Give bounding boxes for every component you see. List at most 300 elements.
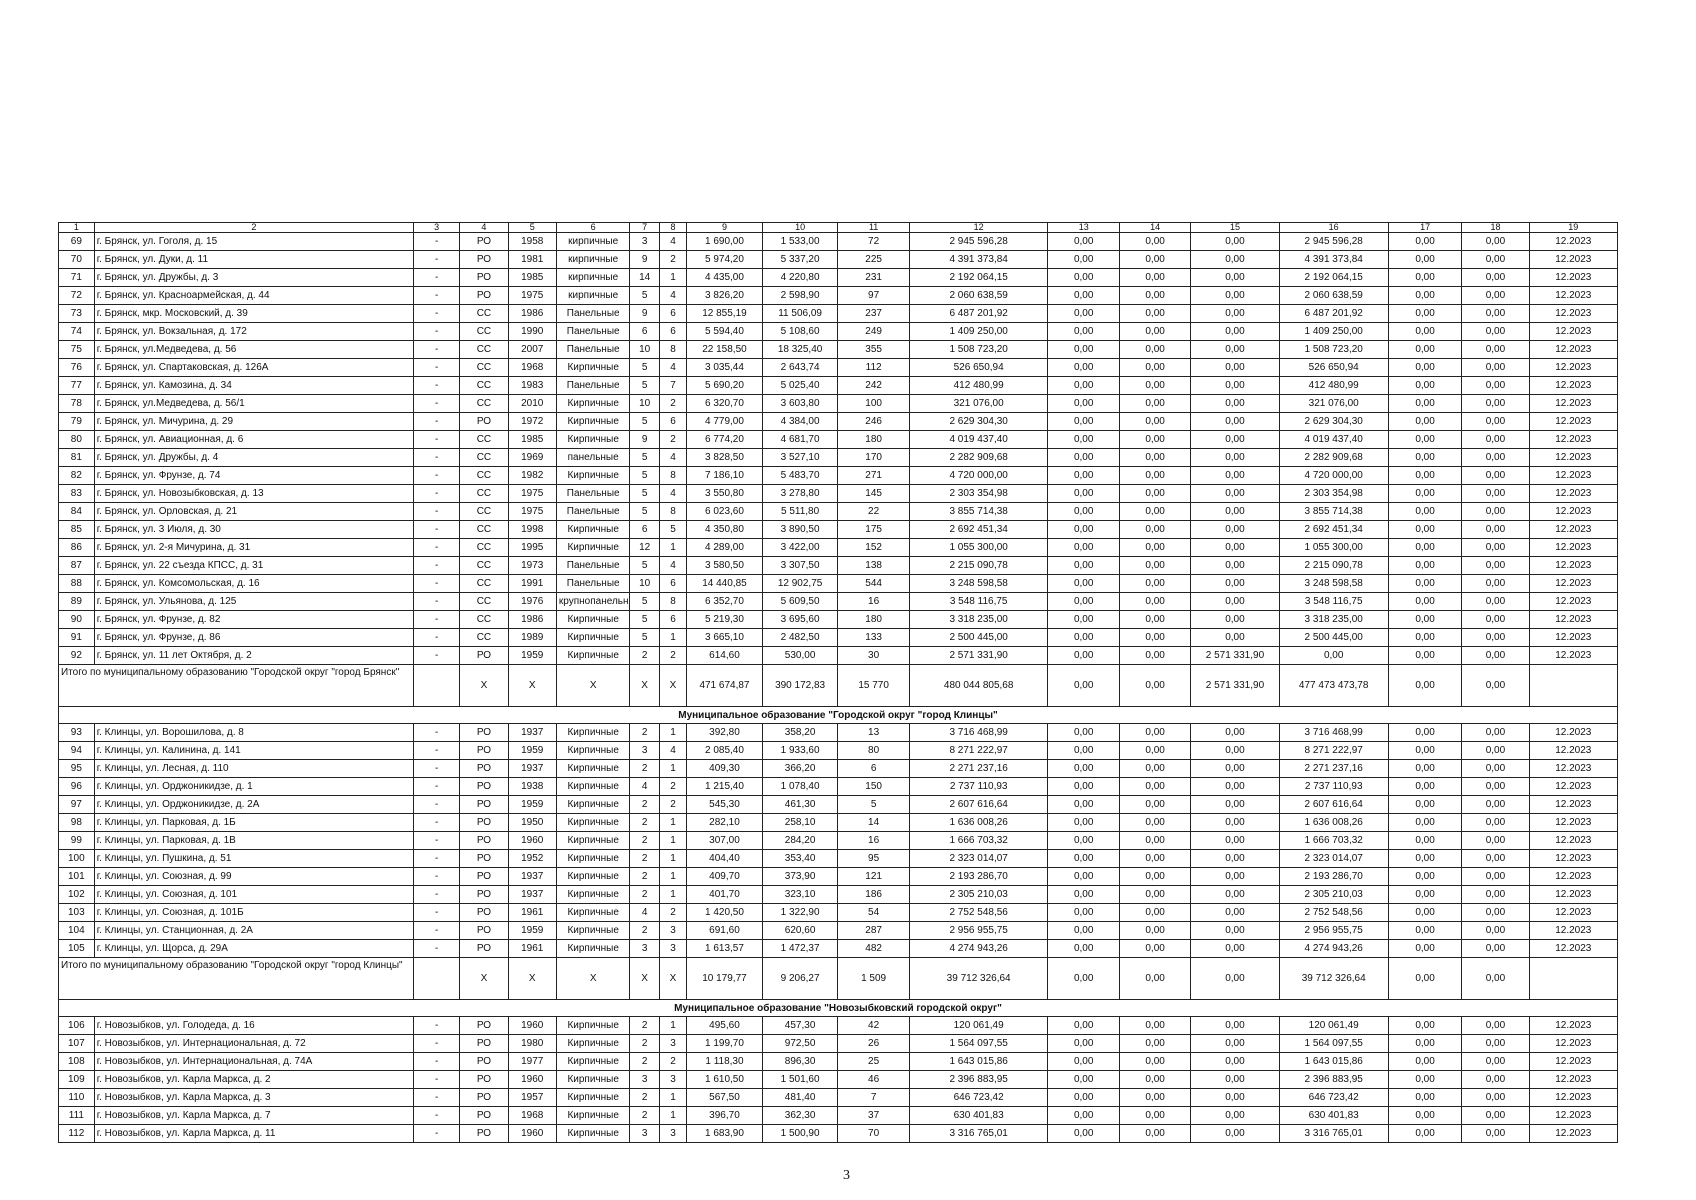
table-cell: 107 bbox=[59, 1035, 95, 1053]
table-cell: 0,00 bbox=[1388, 503, 1462, 521]
table-cell: 412 480,99 bbox=[909, 377, 1048, 395]
table-cell: 96 bbox=[59, 778, 95, 796]
table-cell: 0,00 bbox=[1119, 413, 1190, 431]
table-cell: 0,00 bbox=[1388, 305, 1462, 323]
table-cell: 249 bbox=[838, 323, 909, 341]
table-cell: 4 720 000,00 bbox=[1279, 467, 1388, 485]
table-cell: 0,00 bbox=[1119, 377, 1190, 395]
table-row bbox=[59, 485, 1618, 503]
total-cell: 0,00 bbox=[1388, 958, 1462, 1000]
table-cell: 95 bbox=[838, 850, 909, 868]
table-cell: 481,40 bbox=[762, 1089, 838, 1107]
table-cell: 2 bbox=[659, 1053, 686, 1071]
table-row bbox=[59, 940, 1618, 958]
table-cell: Кирпичные bbox=[556, 850, 630, 868]
table-cell: 94 bbox=[59, 742, 95, 760]
table-cell: Кирпичные bbox=[556, 395, 630, 413]
table-cell: 0,00 bbox=[1048, 467, 1119, 485]
table-cell: 69 bbox=[59, 233, 95, 251]
table-cell: 12.2023 bbox=[1529, 449, 1617, 467]
table-cell: 284,20 bbox=[762, 832, 838, 850]
table-cell: г. Брянск, ул. 2-я Мичурина, д. 31 bbox=[94, 539, 413, 557]
table-cell: 0,00 bbox=[1119, 904, 1190, 922]
table-cell: 1960 bbox=[508, 1125, 556, 1143]
table-cell: 5 bbox=[630, 467, 659, 485]
table-cell: - bbox=[414, 832, 460, 850]
table-cell: 1952 bbox=[508, 850, 556, 868]
table-cell: 0,00 bbox=[1191, 575, 1279, 593]
table-cell: 0,00 bbox=[1191, 1089, 1279, 1107]
table-cell: 0,00 bbox=[1048, 431, 1119, 449]
table-cell: 401,70 bbox=[687, 886, 763, 904]
table-cell: 0,00 bbox=[1119, 467, 1190, 485]
table-cell: 526 650,94 bbox=[909, 359, 1048, 377]
table-cell: 120 061,49 bbox=[909, 1017, 1048, 1035]
table-cell: 0,00 bbox=[1388, 647, 1462, 665]
table-cell: 362,30 bbox=[762, 1107, 838, 1125]
total-cell: X bbox=[556, 958, 630, 1000]
table-cell: 0,00 bbox=[1048, 832, 1119, 850]
table-cell: РО bbox=[460, 778, 508, 796]
table-cell: 1937 bbox=[508, 760, 556, 778]
table-cell: 12.2023 bbox=[1529, 629, 1617, 647]
table-cell: 0,00 bbox=[1191, 395, 1279, 413]
table-cell: РО bbox=[460, 832, 508, 850]
table-cell: 1986 bbox=[508, 305, 556, 323]
table-cell: 2 643,74 bbox=[762, 359, 838, 377]
table-cell: 0,00 bbox=[1119, 575, 1190, 593]
table-cell: 5 bbox=[838, 796, 909, 814]
table-cell: г. Брянск, ул. 3 Июля, д. 30 bbox=[94, 521, 413, 539]
table-cell: 321 076,00 bbox=[909, 395, 1048, 413]
table-cell: г. Брянск, ул. Фрунзе, д. 86 bbox=[94, 629, 413, 647]
table-cell: 1985 bbox=[508, 269, 556, 287]
table-cell: 0,00 bbox=[1048, 1035, 1119, 1053]
table-cell: 4 779,00 bbox=[687, 413, 763, 431]
table-cell: РО bbox=[460, 1017, 508, 1035]
table-cell: - bbox=[414, 868, 460, 886]
table-cell: 3 bbox=[659, 1035, 686, 1053]
table-cell: г. Новозыбков, ул. Интернациональная, д. 72 bbox=[94, 1035, 413, 1053]
table-cell: РО bbox=[460, 1053, 508, 1071]
table-cell: 0,00 bbox=[1191, 287, 1279, 305]
table-cell: 0,00 bbox=[1048, 1125, 1119, 1143]
table-cell: 8 271 222,97 bbox=[909, 742, 1048, 760]
table-row bbox=[59, 778, 1618, 796]
table-cell: 0,00 bbox=[1048, 850, 1119, 868]
table-cell: 0,00 bbox=[1048, 1071, 1119, 1089]
table-cell: 0,00 bbox=[1119, 503, 1190, 521]
table-cell: 0,00 bbox=[1462, 1089, 1529, 1107]
table-cell: 108 bbox=[59, 1053, 95, 1071]
table-cell: 109 bbox=[59, 1071, 95, 1089]
table-cell: 0,00 bbox=[1462, 814, 1529, 832]
table-row bbox=[59, 724, 1618, 742]
table-cell: 0,00 bbox=[1119, 940, 1190, 958]
table-cell: г. Клинцы, ул. Лесная, д. 110 bbox=[94, 760, 413, 778]
table-cell: 358,20 bbox=[762, 724, 838, 742]
table-cell: 409,30 bbox=[687, 760, 763, 778]
table-cell: г. Брянск, ул. Красноармейская, д. 44 bbox=[94, 287, 413, 305]
table-cell: - bbox=[414, 485, 460, 503]
table-cell: 1 322,90 bbox=[762, 904, 838, 922]
table-cell: 1 508 723,20 bbox=[1279, 341, 1388, 359]
table-cell: 3 316 765,01 bbox=[909, 1125, 1048, 1143]
table-cell: г. Новозыбков, ул. Голодеда, д. 16 bbox=[94, 1017, 413, 1035]
table-cell: 1 bbox=[659, 629, 686, 647]
table-cell: 77 bbox=[59, 377, 95, 395]
table-cell: Панельные bbox=[556, 323, 630, 341]
table-cell: 461,30 bbox=[762, 796, 838, 814]
table-cell: 106 bbox=[59, 1017, 95, 1035]
table-cell: 10 bbox=[630, 395, 659, 413]
table-cell: 545,30 bbox=[687, 796, 763, 814]
table-cell: 0,00 bbox=[1048, 593, 1119, 611]
table-cell: 5 bbox=[630, 287, 659, 305]
table-cell: 5 025,40 bbox=[762, 377, 838, 395]
table-cell: 9 bbox=[630, 431, 659, 449]
table-cell: 1960 bbox=[508, 832, 556, 850]
table-cell: 3 bbox=[659, 922, 686, 940]
table-cell: 8 271 222,97 bbox=[1279, 742, 1388, 760]
table-cell: 1 420,50 bbox=[687, 904, 763, 922]
table-cell: Кирпичные bbox=[556, 359, 630, 377]
table-cell: г. Новозыбков, ул. Карла Маркса, д. 11 bbox=[94, 1125, 413, 1143]
table-cell: 4 220,80 bbox=[762, 269, 838, 287]
table-cell: 12.2023 bbox=[1529, 485, 1617, 503]
table-cell: 1 409 250,00 bbox=[1279, 323, 1388, 341]
column-number: 13 bbox=[1048, 223, 1119, 233]
table-cell: 3 318 235,00 bbox=[1279, 611, 1388, 629]
table-cell: 1 690,00 bbox=[687, 233, 763, 251]
table-cell: 0,00 bbox=[1119, 868, 1190, 886]
table-cell: 6 bbox=[659, 611, 686, 629]
table-cell: 0,00 bbox=[1462, 940, 1529, 958]
table-row bbox=[59, 539, 1618, 557]
table-cell: - bbox=[414, 467, 460, 485]
table-row bbox=[59, 1107, 1618, 1125]
table-cell: 12.2023 bbox=[1529, 868, 1617, 886]
total-cell: 39 712 326,64 bbox=[1279, 958, 1388, 1000]
table-row bbox=[59, 377, 1618, 395]
table-cell: 8 bbox=[659, 467, 686, 485]
table-cell: 0,00 bbox=[1119, 485, 1190, 503]
table-cell: - bbox=[414, 593, 460, 611]
table-cell: 0,00 bbox=[1462, 778, 1529, 796]
table-cell: г. Клинцы, ул. Союзная, д. 99 bbox=[94, 868, 413, 886]
table-cell: - bbox=[414, 1071, 460, 1089]
table-cell: 82 bbox=[59, 467, 95, 485]
table-cell: Кирпичные bbox=[556, 413, 630, 431]
table-cell: г. Брянск, ул. Фрунзе, д. 74 bbox=[94, 467, 413, 485]
table-cell: СС bbox=[460, 395, 508, 413]
table-cell: 12 bbox=[630, 539, 659, 557]
table-cell: РО bbox=[460, 868, 508, 886]
table-cell: 2 bbox=[630, 724, 659, 742]
table-cell: 0,00 bbox=[1388, 539, 1462, 557]
table-cell: 3 307,50 bbox=[762, 557, 838, 575]
table-row bbox=[59, 832, 1618, 850]
table-cell: 0,00 bbox=[1191, 413, 1279, 431]
table-cell: 1980 bbox=[508, 1035, 556, 1053]
table-cell: 1973 bbox=[508, 557, 556, 575]
table-cell: г. Клинцы, ул. Парковая, д. 1Б bbox=[94, 814, 413, 832]
table-cell: 0,00 bbox=[1388, 742, 1462, 760]
total-cell: X bbox=[630, 958, 659, 1000]
table-cell: г. Брянск, ул. Вокзальная, д. 172 bbox=[94, 323, 413, 341]
table-cell: Кирпичные bbox=[556, 1053, 630, 1071]
table-cell: 83 bbox=[59, 485, 95, 503]
table-cell: 5 bbox=[630, 413, 659, 431]
table-cell: 1 636 008,26 bbox=[909, 814, 1048, 832]
column-number: 10 bbox=[762, 223, 838, 233]
total-cell: X bbox=[630, 665, 659, 707]
table-cell: 0,00 bbox=[1119, 287, 1190, 305]
table-cell: г. Клинцы, ул. Союзная, д. 101Б bbox=[94, 904, 413, 922]
table-cell: 4 019 437,40 bbox=[1279, 431, 1388, 449]
table-cell: Кирпичные bbox=[556, 904, 630, 922]
table-cell: 102 bbox=[59, 886, 95, 904]
table-cell: 323,10 bbox=[762, 886, 838, 904]
table-cell: 0,00 bbox=[1462, 413, 1529, 431]
table-cell: 12.2023 bbox=[1529, 323, 1617, 341]
table-cell: - bbox=[414, 521, 460, 539]
table-cell: 4 391 373,84 bbox=[1279, 251, 1388, 269]
table-cell: 231 bbox=[838, 269, 909, 287]
table-cell: 0,00 bbox=[1462, 629, 1529, 647]
table-cell: - bbox=[414, 395, 460, 413]
table-cell: 0,00 bbox=[1119, 850, 1190, 868]
table-cell: 1 666 703,32 bbox=[909, 832, 1048, 850]
table-cell: г. Клинцы, ул. Пушкина, д. 51 bbox=[94, 850, 413, 868]
table-cell: г. Брянск, ул. Фрунзе, д. 82 bbox=[94, 611, 413, 629]
table-cell: 1998 bbox=[508, 521, 556, 539]
table-cell: 0,00 bbox=[1048, 251, 1119, 269]
table-cell: 5 974,20 bbox=[687, 251, 763, 269]
table-row bbox=[59, 269, 1618, 287]
table-cell: 0,00 bbox=[1048, 1053, 1119, 1071]
table-row bbox=[59, 305, 1618, 323]
table-row bbox=[59, 557, 1618, 575]
table-cell: 10 bbox=[630, 341, 659, 359]
table-cell: 70 bbox=[838, 1125, 909, 1143]
table-cell: 1 bbox=[659, 868, 686, 886]
table-cell: 2 192 064,15 bbox=[1279, 269, 1388, 287]
table-row bbox=[59, 850, 1618, 868]
table-cell: 12.2023 bbox=[1529, 593, 1617, 611]
table-cell: г. Брянск, ул. Комсомольская, д. 16 bbox=[94, 575, 413, 593]
table-cell: 12.2023 bbox=[1529, 359, 1617, 377]
table-cell: 0,00 bbox=[1191, 1125, 1279, 1143]
table-cell: 237 bbox=[838, 305, 909, 323]
table-cell: 0,00 bbox=[1462, 647, 1529, 665]
table-cell: 0,00 bbox=[1048, 377, 1119, 395]
table-cell: г. Брянск, ул. 11 лет Октября, д. 2 bbox=[94, 647, 413, 665]
table-cell: 3 548 116,75 bbox=[909, 593, 1048, 611]
table-cell: 12.2023 bbox=[1529, 575, 1617, 593]
table-cell: 0,00 bbox=[1119, 359, 1190, 377]
table-cell: 3 665,10 bbox=[687, 629, 763, 647]
table-cell: 71 bbox=[59, 269, 95, 287]
table-cell: 4 bbox=[659, 557, 686, 575]
table-cell: 2 bbox=[659, 904, 686, 922]
table-cell: 2 bbox=[630, 1089, 659, 1107]
table-cell: 3 890,50 bbox=[762, 521, 838, 539]
table-cell: г. Брянск, ул.Медведева, д. 56 bbox=[94, 341, 413, 359]
table-cell: Кирпичные bbox=[556, 1107, 630, 1125]
total-label: Итого по муниципальному образованию "Городской округ "город Клинцы" bbox=[59, 958, 414, 1000]
table-cell: - bbox=[414, 269, 460, 287]
table-cell: РО bbox=[460, 647, 508, 665]
table-cell: 1975 bbox=[508, 287, 556, 305]
column-number: 14 bbox=[1119, 223, 1190, 233]
table-cell: СС bbox=[460, 305, 508, 323]
table-cell: РО bbox=[460, 904, 508, 922]
table-cell: 0,00 bbox=[1048, 796, 1119, 814]
table-cell: 3 580,50 bbox=[687, 557, 763, 575]
table-cell: 1 bbox=[659, 539, 686, 557]
table-cell: г. Клинцы, ул. Щорса, д. 29А bbox=[94, 940, 413, 958]
table-cell: 0,00 bbox=[1388, 868, 1462, 886]
column-number: 11 bbox=[838, 223, 909, 233]
table-cell: 3 826,20 bbox=[687, 287, 763, 305]
table-cell: - bbox=[414, 1125, 460, 1143]
table-cell: 16 bbox=[838, 593, 909, 611]
table-cell: 4 bbox=[659, 359, 686, 377]
table-cell: СС bbox=[460, 629, 508, 647]
table-cell: 186 bbox=[838, 886, 909, 904]
table-cell: 2 bbox=[659, 647, 686, 665]
table-cell: 1 bbox=[659, 724, 686, 742]
table-row bbox=[59, 467, 1618, 485]
table-cell: 5 690,20 bbox=[687, 377, 763, 395]
table-cell: 1 bbox=[659, 886, 686, 904]
table-cell: 0,00 bbox=[1388, 724, 1462, 742]
table-cell: 0,00 bbox=[1191, 778, 1279, 796]
column-number: 6 bbox=[556, 223, 630, 233]
table-cell: Кирпичные bbox=[556, 724, 630, 742]
table-cell: СС bbox=[460, 503, 508, 521]
table-row bbox=[59, 503, 1618, 521]
table-cell: 0,00 bbox=[1048, 287, 1119, 305]
table-cell: 0,00 bbox=[1119, 1035, 1190, 1053]
table-cell: 12.2023 bbox=[1529, 796, 1617, 814]
table-cell: 0,00 bbox=[1462, 431, 1529, 449]
table-cell: 0,00 bbox=[1048, 233, 1119, 251]
table-cell: 12.2023 bbox=[1529, 395, 1617, 413]
table-cell: - bbox=[414, 796, 460, 814]
table-cell: 12.2023 bbox=[1529, 1035, 1617, 1053]
table-cell: 0,00 bbox=[1388, 575, 1462, 593]
table-cell: 0,00 bbox=[1119, 305, 1190, 323]
table-row bbox=[59, 449, 1618, 467]
table-row bbox=[59, 742, 1618, 760]
table-cell: 0,00 bbox=[1462, 377, 1529, 395]
table-cell: 0,00 bbox=[1191, 251, 1279, 269]
table-cell: 4 bbox=[659, 449, 686, 467]
table-cell: 0,00 bbox=[1191, 796, 1279, 814]
table-row bbox=[59, 1089, 1618, 1107]
table-cell: 225 bbox=[838, 251, 909, 269]
table-cell: 6 320,70 bbox=[687, 395, 763, 413]
table-cell: 1 933,60 bbox=[762, 742, 838, 760]
table-cell: 112 bbox=[838, 359, 909, 377]
table-cell: 0,00 bbox=[1388, 485, 1462, 503]
table-cell: 0,00 bbox=[1388, 629, 1462, 647]
table-cell: 0,00 bbox=[1462, 521, 1529, 539]
table-cell: 271 bbox=[838, 467, 909, 485]
table-cell: РО bbox=[460, 251, 508, 269]
total-cell bbox=[414, 665, 460, 707]
table-cell: РО bbox=[460, 1107, 508, 1125]
table-cell: 2 bbox=[659, 431, 686, 449]
table-cell: 12.2023 bbox=[1529, 647, 1617, 665]
table-cell: 2 305 210,03 bbox=[909, 886, 1048, 904]
table-cell: 4 350,80 bbox=[687, 521, 763, 539]
table-cell: 2 282 909,68 bbox=[1279, 449, 1388, 467]
table-cell: 0,00 bbox=[1048, 814, 1119, 832]
total-row bbox=[59, 958, 1618, 1000]
column-number: 8 bbox=[659, 223, 686, 233]
table-cell: 1 bbox=[659, 1017, 686, 1035]
table-cell: СС bbox=[460, 485, 508, 503]
table-cell: г. Брянск, ул. Дружбы, д. 3 bbox=[94, 269, 413, 287]
table-cell: 2 271 237,16 bbox=[1279, 760, 1388, 778]
table-cell: 1 666 703,32 bbox=[1279, 832, 1388, 850]
table-cell: 0,00 bbox=[1388, 557, 1462, 575]
table-cell: РО bbox=[460, 814, 508, 832]
table-cell: Кирпичные bbox=[556, 467, 630, 485]
housing-repair-table bbox=[58, 222, 1618, 1143]
table-cell: 13 bbox=[838, 724, 909, 742]
table-cell: 1 055 300,00 bbox=[1279, 539, 1388, 557]
table-cell: 2 956 955,75 bbox=[909, 922, 1048, 940]
table-cell: 8 bbox=[659, 341, 686, 359]
total-cell: X bbox=[508, 958, 556, 1000]
table-cell: 0,00 bbox=[1048, 904, 1119, 922]
table-cell: 2 323 014,07 bbox=[1279, 850, 1388, 868]
table-cell: 0,00 bbox=[1119, 449, 1190, 467]
table-cell: 12 902,75 bbox=[762, 575, 838, 593]
table-cell: 6 774,20 bbox=[687, 431, 763, 449]
table-cell: г. Клинцы, ул. Станционная, д. 2А bbox=[94, 922, 413, 940]
table-cell: 12.2023 bbox=[1529, 431, 1617, 449]
table-cell: 0,00 bbox=[1048, 557, 1119, 575]
table-cell: 630 401,83 bbox=[1279, 1107, 1388, 1125]
table-cell: 392,80 bbox=[687, 724, 763, 742]
table-cell: 4 384,00 bbox=[762, 413, 838, 431]
table-cell: 12 855,19 bbox=[687, 305, 763, 323]
table-cell: г. Клинцы, ул. Орджоникидзе, д. 2А bbox=[94, 796, 413, 814]
table-cell: 282,10 bbox=[687, 814, 763, 832]
table-cell: 2 303 354,98 bbox=[1279, 485, 1388, 503]
table-cell: 2 629 304,30 bbox=[909, 413, 1048, 431]
table-cell: 2 692 451,34 bbox=[1279, 521, 1388, 539]
table-cell: 0,00 bbox=[1048, 539, 1119, 557]
table-cell: 1969 bbox=[508, 449, 556, 467]
table-cell: 1960 bbox=[508, 1071, 556, 1089]
table-cell: 6 bbox=[659, 305, 686, 323]
table-cell: 6 bbox=[659, 575, 686, 593]
table-cell: 1990 bbox=[508, 323, 556, 341]
table-cell: 972,50 bbox=[762, 1035, 838, 1053]
table-cell: кирпичные bbox=[556, 287, 630, 305]
table-cell: 2 956 955,75 bbox=[1279, 922, 1388, 940]
table-cell: 3 527,10 bbox=[762, 449, 838, 467]
table-cell: 12.2023 bbox=[1529, 724, 1617, 742]
table-cell: 0,00 bbox=[1388, 1035, 1462, 1053]
table-cell: 896,30 bbox=[762, 1053, 838, 1071]
